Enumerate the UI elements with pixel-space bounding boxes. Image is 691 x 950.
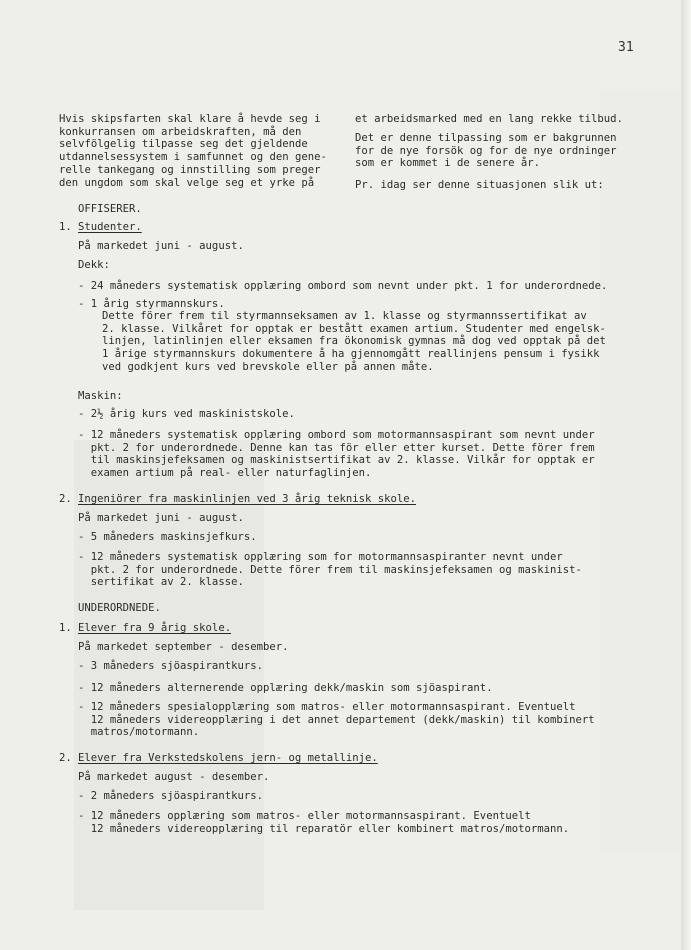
- market-period: På markedet juni - august.: [78, 512, 244, 524]
- list-item: - 3 måneders sjöaspirantkurs.: [78, 660, 263, 672]
- subheading-workshop: Elever fra Verkstedskolens jern- og metallinje.: [78, 752, 378, 764]
- detail-line: 1 årige styrmannskurs dokumentere å ha gjennomgått reallinjens pensum i fysikk: [102, 348, 600, 361]
- subheading-pupils: Elever fra 9 årig skole.: [78, 622, 232, 634]
- market-period: På markedet august - desember.: [78, 771, 270, 783]
- subheading-students: Studenter.: [78, 221, 142, 233]
- item-number: 1.: [59, 221, 72, 233]
- deck-label: Dekk:: [78, 259, 110, 271]
- detail-line: 2. klasse. Vilkåret for opptak er bestått examen artium. Studenter med engelsk-: [102, 322, 606, 335]
- list-item: [78, 810, 569, 835]
- detail-line: 12 måneders videreopplæring til reparatör eller kombinert matros/motormann.: [78, 822, 570, 835]
- detail-line: linjen, latinlinjen eller eksamen fra ökonomisk gymnas må dog ved opptak på det: [102, 335, 606, 348]
- detail-line: Dette förer frem til styrmannseksamen av 1. klasse og styrmannssertifikat av: [102, 310, 587, 322]
- intro-line: konkurransen om arbeidskraften, må den: [59, 125, 302, 138]
- list-item: - 12 måneders alternerende opplæring dekk/maskin som sjöaspirant.: [78, 682, 493, 694]
- item-number: 2.: [59, 493, 72, 505]
- detail-line: matros/motormann.: [78, 726, 200, 739]
- detail-line: pkt. 2 for underordnede. Dette förer frem til maskinsjefeksamen og maskinist-: [78, 563, 582, 576]
- subheading-engineers: Ingeniörer fra maskinlinjen ved 3 årig teknisk skole.: [78, 493, 417, 505]
- list-item: - 1 årig styrmannskurs.: [78, 298, 225, 310]
- list-item: [78, 701, 595, 739]
- detail-line: pkt. 2 for underordnede. Denne kan tas för eller etter kurset. Dette förer frem: [78, 441, 595, 454]
- intro-line: den ungdom som skal velge seg et yrke på: [59, 176, 315, 189]
- market-period: På markedet juni - august.: [78, 240, 244, 252]
- intro-line: Hvis skipsfarten skal klare å hevde seg i: [59, 113, 321, 125]
- intro-line: utdannelsessystem i samfunnet og den gene-: [59, 151, 327, 164]
- machine-label: Maskin:: [78, 390, 123, 402]
- item-number: 1.: [59, 622, 72, 634]
- right-intro-paragraph: [355, 132, 617, 170]
- list-item: - 24 måneders systematisk opplæring ombord som nevnt under pkt. 1 for underordnede.: [78, 280, 608, 292]
- detail-line: - 12 måneders spesialopplæring som matros- eller motormannsaspirant. Eventuelt: [78, 701, 576, 713]
- detail-line: sertifikat av 2. klasse.: [78, 576, 244, 589]
- detail-line: ved godkjent kurs ved brevskole eller på annen måte.: [102, 360, 434, 373]
- market-period: På markedet september - desember.: [78, 641, 289, 653]
- list-item-detail: [102, 310, 606, 374]
- detail-line: 12 måneders videreopplæring i det annet departement (dekk/maskin) til kombinert: [78, 713, 595, 726]
- right-intro-line1: et arbeidsmarked med en lang rekke tilbud.: [355, 113, 623, 125]
- page-number: 31: [618, 40, 634, 55]
- list-item: - 5 måneders maskinsjefkurs.: [78, 531, 257, 543]
- intro-line: som er kommet i de senere år.: [355, 157, 540, 170]
- detail-line: - 12 måneders systematisk opplæring som for motormannsaspiranter nevnt under: [78, 551, 563, 563]
- page-edge: [681, 0, 691, 950]
- list-item: [78, 429, 595, 480]
- section-heading-officers: OFFISERER.: [78, 203, 142, 215]
- item-number: 2.: [59, 752, 72, 764]
- right-intro-line3: Pr. idag ser denne situasjonen slik ut:: [355, 179, 604, 191]
- list-item: [78, 551, 582, 589]
- intro-line: Det er denne tilpassing som er bakgrunnen: [355, 132, 617, 144]
- intro-line: for de nye forsök og for de nye ordninger: [355, 144, 617, 157]
- left-intro-column: [59, 113, 327, 189]
- list-item: - 2½ årig kurs ved maskinistskole.: [78, 408, 295, 420]
- bleed-through-shadow: [74, 440, 264, 910]
- detail-line: til maskinsjefeksamen og maskinistsertifikat av 2. klasse. Vilkår for opptak er: [78, 454, 595, 467]
- section-heading-subordinates: UNDERORDNEDE.: [78, 602, 161, 614]
- list-item: - 2 måneders sjöaspirantkurs.: [78, 790, 263, 802]
- detail-line: examen artium på real- eller naturfaglinjen.: [78, 467, 372, 480]
- intro-line: relle tankegang og innstilling som preger: [59, 163, 321, 176]
- detail-line: - 12 måneders opplæring som matros- eller motormannsaspirant. Eventuelt: [78, 810, 531, 822]
- detail-line: - 12 måneders systematisk opplæring ombord som motormannsaspirant som nevnt under: [78, 429, 595, 441]
- bleed-through-right: [600, 90, 680, 850]
- intro-line: selvfölgelig tilpasse seg det gjeldende: [59, 138, 308, 151]
